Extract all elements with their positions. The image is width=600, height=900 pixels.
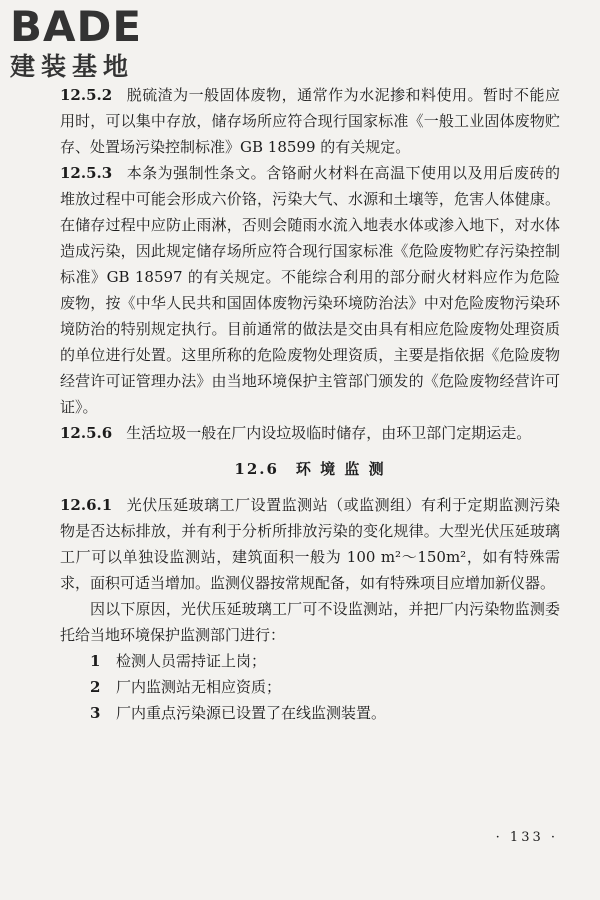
list-text: 厂内监测站无相应资质； — [116, 678, 282, 696]
list-number: 2 — [90, 678, 101, 696]
page-number: · 133 · — [495, 830, 558, 845]
clause-text: 生活垃圾一般在厂内设垃圾临时储存，由环卫部门定期运走。 — [126, 424, 532, 442]
clause-number: 12.5.2 — [60, 86, 113, 104]
publisher-logo — [10, 4, 142, 82]
page-body — [60, 82, 560, 726]
list-item — [60, 700, 560, 726]
clause-text: 本条为强制性条文。含铬耐火材料在高温下使用以及用后废砖的堆放过程中可能会形成六价铬，污染大气、水源和土壤等，危害人体健康。在储存过程中应防止雨淋，否则会随雨水流入地表水体或渗入地下，对水体造成污染，因此规定储存场所应符合现行国家标准《危险废物贮存污染控制标准》GB 18597 的有关规定。不能综合利用的部分耐火材料应作为危险废物，按《中华人民共和国固体废物污染环境防治法》中对危险废物污染环境防治的特别规定执行。目前通常的做法是交由具有相应危险废物处理资质的单位进行处置。这里所称的危险废物处理资质，主要是指依据《危险废物经营许可证管理办法》由当地环境保护主管部门颁发的《危险废物经营许可证》。 — [60, 164, 560, 416]
list-item — [60, 648, 560, 674]
list-number: 1 — [90, 652, 101, 670]
list-number: 3 — [90, 704, 101, 722]
section-heading: 12.6 环 境 监 测 — [234, 460, 386, 478]
logo-subtitle: 建装基地 — [10, 52, 135, 81]
list-text: 厂内重点污染源已设置了在线监测装置。 — [116, 704, 387, 722]
intro-paragraph: 因以下原因，光伏压延玻璃工厂可不设监测站，并把厂内污染物监测委托给当地环境保护监测部门进行： — [60, 600, 560, 644]
clause-number: 12.5.3 — [60, 164, 113, 182]
clause-text: 脱硫渣为一般固体废物，通常作为水泥掺和料使用。暂时不能应用时，可以集中存放，储存场所应符合现行国家标准《一般工业固体废物贮存、处置场污染控制标准》GB 18599 的有关规定。 — [60, 86, 560, 156]
clause-12-5-3 — [60, 160, 560, 420]
list-item — [60, 674, 560, 700]
clause-12-6-1 — [60, 492, 560, 596]
clause-12-5-6 — [60, 420, 560, 446]
logo-brand: BADE — [10, 2, 143, 51]
clause-number: 12.5.6 — [60, 424, 113, 442]
clause-12-5-2 — [60, 82, 560, 160]
clause-number: 12.6.1 — [60, 496, 113, 514]
list-text: 检测人员需持证上岗； — [116, 652, 267, 670]
clause-text: 光伏压延玻璃工厂设置监测站（或监测组）有利于定期监测污染物是否达标排放，并有利于分析所排放污染的变化规律。大型光伏压延玻璃工厂可以单独设监测站，建筑面积一般为 100 m²～150m²，如有特殊需求，面积可适当增加。监测仪器按常规配备，如有特殊项目应增加新仪器。 — [60, 496, 560, 592]
